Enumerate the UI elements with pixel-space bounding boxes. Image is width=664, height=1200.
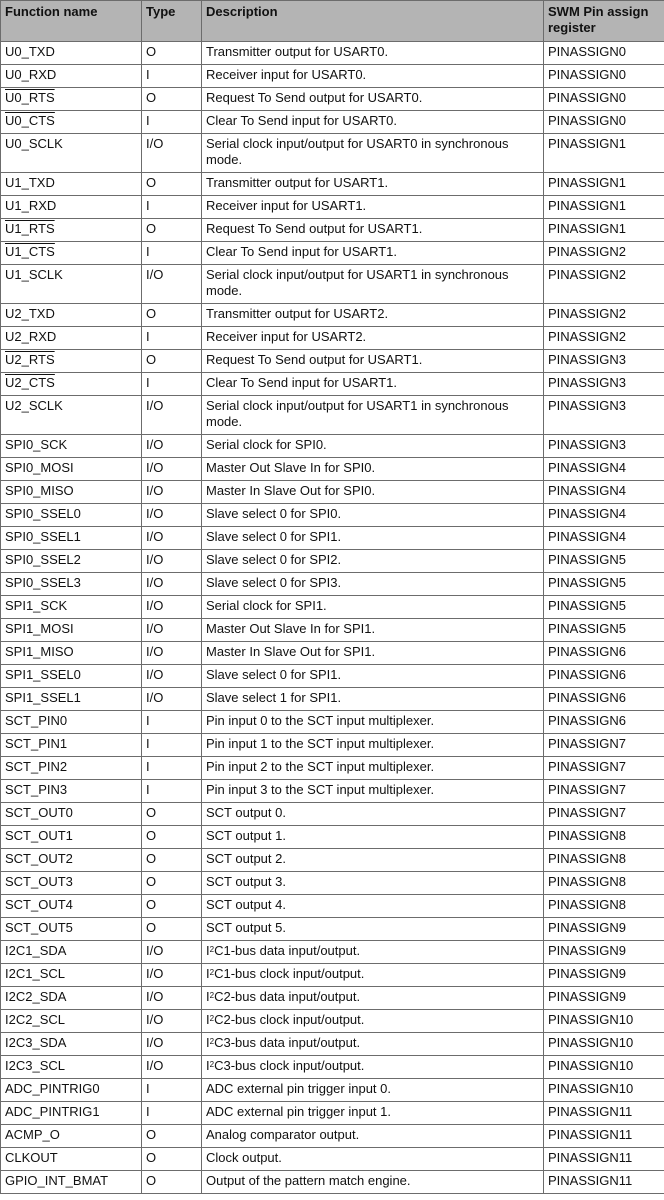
table-row xyxy=(1,550,664,573)
table-row xyxy=(1,826,664,849)
table-row xyxy=(1,304,664,327)
description-prefix: I xyxy=(206,1012,210,1027)
table-row xyxy=(1,373,664,396)
table-row xyxy=(1,1079,664,1102)
function-name-cell: SPI1_SCK xyxy=(1,596,142,619)
function-name-cell: ACMP_O xyxy=(1,1125,142,1148)
register-cell: PINASSIGN5 xyxy=(544,573,664,596)
function-name-cell: I2C3_SDA xyxy=(1,1033,142,1056)
table-row xyxy=(1,642,664,665)
description-cell: Clock output. xyxy=(202,1148,544,1171)
type-cell: O xyxy=(142,350,202,373)
type-cell: I/O xyxy=(142,964,202,987)
register-cell: PINASSIGN5 xyxy=(544,619,664,642)
register-cell: PINASSIGN7 xyxy=(544,757,664,780)
function-name-cell: ADC_PINTRIG1 xyxy=(1,1102,142,1125)
function-name-cell: U0_RTS xyxy=(1,88,142,111)
description-cell: Master In Slave Out for SPI0. xyxy=(202,481,544,504)
type-cell: I xyxy=(142,780,202,803)
register-cell: PINASSIGN10 xyxy=(544,1079,664,1102)
table-row xyxy=(1,111,664,134)
table-row xyxy=(1,1171,664,1194)
register-cell: PINASSIGN9 xyxy=(544,941,664,964)
function-name-cell: I2C3_SCL xyxy=(1,1056,142,1079)
table-row xyxy=(1,42,664,65)
table-row xyxy=(1,88,664,111)
register-cell: PINASSIGN1 xyxy=(544,173,664,196)
register-cell: PINASSIGN0 xyxy=(544,65,664,88)
register-cell: PINASSIGN2 xyxy=(544,265,664,304)
description-cell: SCT output 2. xyxy=(202,849,544,872)
type-cell: I/O xyxy=(142,265,202,304)
register-cell: PINASSIGN7 xyxy=(544,734,664,757)
superscript: 2 xyxy=(209,968,215,977)
register-cell: PINASSIGN6 xyxy=(544,665,664,688)
description-cell xyxy=(202,964,544,987)
description-cell: Transmitter output for USART0. xyxy=(202,42,544,65)
description-cell: Pin input 3 to the SCT input multiplexer. xyxy=(202,780,544,803)
type-cell: O xyxy=(142,826,202,849)
function-name-cell: U2_SCLK xyxy=(1,396,142,435)
register-cell: PINASSIGN3 xyxy=(544,373,664,396)
function-name-cell: SCT_OUT2 xyxy=(1,849,142,872)
description-cell: Request To Send output for USART1. xyxy=(202,219,544,242)
description-cell: Master In Slave Out for SPI1. xyxy=(202,642,544,665)
type-cell: O xyxy=(142,872,202,895)
table-row xyxy=(1,219,664,242)
register-cell: PINASSIGN10 xyxy=(544,1056,664,1079)
type-cell: O xyxy=(142,849,202,872)
table-row xyxy=(1,396,664,435)
description-text: C2-bus clock input/output. xyxy=(214,1012,365,1027)
table-row xyxy=(1,619,664,642)
function-name-cell: SCT_PIN2 xyxy=(1,757,142,780)
table-row xyxy=(1,688,664,711)
table-row xyxy=(1,481,664,504)
description-text: C1-bus clock input/output. xyxy=(214,966,365,981)
function-name-cell: SPI1_MOSI xyxy=(1,619,142,642)
description-cell: Serial clock for SPI1. xyxy=(202,596,544,619)
description-cell: Receiver input for USART1. xyxy=(202,196,544,219)
table-row xyxy=(1,134,664,173)
description-cell xyxy=(202,987,544,1010)
type-cell: I/O xyxy=(142,1056,202,1079)
superscript: 2 xyxy=(209,945,215,954)
table-row xyxy=(1,734,664,757)
type-cell: O xyxy=(142,88,202,111)
description-cell: Slave select 0 for SPI2. xyxy=(202,550,544,573)
table-row xyxy=(1,504,664,527)
function-name-cell: SCT_OUT5 xyxy=(1,918,142,941)
type-cell: I/O xyxy=(142,1033,202,1056)
type-cell: I/O xyxy=(142,987,202,1010)
header-function-name: Function name xyxy=(1,1,142,42)
function-name-cell: U1_TXD xyxy=(1,173,142,196)
table-row xyxy=(1,964,664,987)
type-cell: I/O xyxy=(142,596,202,619)
table-row xyxy=(1,757,664,780)
type-cell: I/O xyxy=(142,396,202,435)
type-cell: I/O xyxy=(142,642,202,665)
function-name-cell: U2_CTS xyxy=(1,373,142,396)
function-name-cell: CLKOUT xyxy=(1,1148,142,1171)
function-name-cell: SPI0_MOSI xyxy=(1,458,142,481)
register-cell: PINASSIGN10 xyxy=(544,1010,664,1033)
function-name-cell: I2C1_SCL xyxy=(1,964,142,987)
description-cell: SCT output 1. xyxy=(202,826,544,849)
description-text: C1-bus data input/output. xyxy=(214,943,361,958)
table-row xyxy=(1,780,664,803)
type-cell: O xyxy=(142,304,202,327)
function-name-cell: SPI0_SSEL1 xyxy=(1,527,142,550)
type-cell: I xyxy=(142,242,202,265)
function-name-cell: ADC_PINTRIG0 xyxy=(1,1079,142,1102)
register-cell: PINASSIGN4 xyxy=(544,504,664,527)
table-row xyxy=(1,173,664,196)
header-register: SWM Pin assign register xyxy=(544,1,664,42)
function-name-cell: I2C1_SDA xyxy=(1,941,142,964)
type-cell: I/O xyxy=(142,688,202,711)
description-cell xyxy=(202,1056,544,1079)
type-cell: I xyxy=(142,111,202,134)
type-cell: O xyxy=(142,803,202,826)
description-cell: Pin input 1 to the SCT input multiplexer. xyxy=(202,734,544,757)
table-row xyxy=(1,711,664,734)
register-cell: PINASSIGN5 xyxy=(544,550,664,573)
register-cell: PINASSIGN8 xyxy=(544,826,664,849)
function-name-cell: SCT_OUT0 xyxy=(1,803,142,826)
description-cell: Receiver input for USART2. xyxy=(202,327,544,350)
table-row xyxy=(1,435,664,458)
description-cell: Transmitter output for USART2. xyxy=(202,304,544,327)
register-cell: PINASSIGN5 xyxy=(544,596,664,619)
table-row xyxy=(1,1102,664,1125)
function-name-cell: SPI0_SSEL0 xyxy=(1,504,142,527)
description-cell: Serial clock input/output for USART0 in synchronous mode. xyxy=(202,134,544,173)
function-name-cell: SPI1_SSEL0 xyxy=(1,665,142,688)
type-cell: I xyxy=(142,757,202,780)
register-cell: PINASSIGN1 xyxy=(544,134,664,173)
function-name-cell: SPI0_SSEL2 xyxy=(1,550,142,573)
description-cell: Slave select 0 for SPI1. xyxy=(202,665,544,688)
function-name-cell: SCT_PIN1 xyxy=(1,734,142,757)
description-cell: Output of the pattern match engine. xyxy=(202,1171,544,1194)
type-cell: I xyxy=(142,1102,202,1125)
type-cell: I/O xyxy=(142,481,202,504)
table-row xyxy=(1,458,664,481)
type-cell: I/O xyxy=(142,573,202,596)
description-cell xyxy=(202,941,544,964)
table-row xyxy=(1,987,664,1010)
type-cell: I/O xyxy=(142,435,202,458)
type-cell: I/O xyxy=(142,619,202,642)
type-cell: I/O xyxy=(142,941,202,964)
description-prefix: I xyxy=(206,1058,210,1073)
description-prefix: I xyxy=(206,989,210,1004)
type-cell: I xyxy=(142,373,202,396)
register-cell: PINASSIGN8 xyxy=(544,849,664,872)
type-cell: I xyxy=(142,1079,202,1102)
function-name-cell: U1_RXD xyxy=(1,196,142,219)
table-row xyxy=(1,573,664,596)
type-cell: O xyxy=(142,1148,202,1171)
description-cell: Master Out Slave In for SPI1. xyxy=(202,619,544,642)
register-cell: PINASSIGN3 xyxy=(544,350,664,373)
register-cell: PINASSIGN0 xyxy=(544,88,664,111)
function-name-cell: U1_RTS xyxy=(1,219,142,242)
table-row xyxy=(1,1148,664,1171)
register-cell: PINASSIGN2 xyxy=(544,327,664,350)
description-cell: SCT output 0. xyxy=(202,803,544,826)
table-row xyxy=(1,1033,664,1056)
table-row xyxy=(1,327,664,350)
type-cell: I xyxy=(142,711,202,734)
function-name-cell: SCT_PIN3 xyxy=(1,780,142,803)
register-cell: PINASSIGN8 xyxy=(544,872,664,895)
description-cell: Serial clock for SPI0. xyxy=(202,435,544,458)
register-cell: PINASSIGN6 xyxy=(544,642,664,665)
table-row xyxy=(1,872,664,895)
table-header-row xyxy=(1,1,664,42)
description-cell: Master Out Slave In for SPI0. xyxy=(202,458,544,481)
table-row xyxy=(1,1056,664,1079)
register-cell: PINASSIGN8 xyxy=(544,895,664,918)
function-name-cell: SCT_OUT4 xyxy=(1,895,142,918)
register-cell: PINASSIGN9 xyxy=(544,964,664,987)
table-row xyxy=(1,350,664,373)
function-name-cell: I2C2_SCL xyxy=(1,1010,142,1033)
register-cell: PINASSIGN11 xyxy=(544,1171,664,1194)
type-cell: O xyxy=(142,918,202,941)
description-cell: SCT output 4. xyxy=(202,895,544,918)
table-row xyxy=(1,895,664,918)
description-prefix: I xyxy=(206,966,210,981)
function-name-cell: SPI0_SCK xyxy=(1,435,142,458)
description-prefix: I xyxy=(206,943,210,958)
description-cell: Slave select 0 for SPI3. xyxy=(202,573,544,596)
type-cell: I/O xyxy=(142,550,202,573)
description-cell: Request To Send output for USART1. xyxy=(202,350,544,373)
description-cell: Slave select 0 for SPI0. xyxy=(202,504,544,527)
type-cell: O xyxy=(142,219,202,242)
register-cell: PINASSIGN11 xyxy=(544,1148,664,1171)
register-cell: PINASSIGN0 xyxy=(544,111,664,134)
register-cell: PINASSIGN11 xyxy=(544,1102,664,1125)
table-row xyxy=(1,265,664,304)
type-cell: I xyxy=(142,65,202,88)
superscript: 2 xyxy=(209,1014,215,1023)
table-row xyxy=(1,918,664,941)
superscript: 2 xyxy=(209,991,215,1000)
description-cell: ADC external pin trigger input 0. xyxy=(202,1079,544,1102)
type-cell: I/O xyxy=(142,527,202,550)
description-cell: Receiver input for USART0. xyxy=(202,65,544,88)
register-cell: PINASSIGN9 xyxy=(544,918,664,941)
register-cell: PINASSIGN11 xyxy=(544,1125,664,1148)
description-cell: Pin input 2 to the SCT input multiplexer. xyxy=(202,757,544,780)
register-cell: PINASSIGN7 xyxy=(544,780,664,803)
table-row xyxy=(1,665,664,688)
function-name-cell: U0_CTS xyxy=(1,111,142,134)
function-name-cell: SCT_OUT3 xyxy=(1,872,142,895)
type-cell: I/O xyxy=(142,458,202,481)
table-row xyxy=(1,941,664,964)
function-name-cell: U0_TXD xyxy=(1,42,142,65)
description-cell xyxy=(202,1033,544,1056)
description-cell: Slave select 1 for SPI1. xyxy=(202,688,544,711)
function-name-cell: SCT_OUT1 xyxy=(1,826,142,849)
type-cell: O xyxy=(142,173,202,196)
register-cell: PINASSIGN9 xyxy=(544,987,664,1010)
type-cell: I xyxy=(142,327,202,350)
register-cell: PINASSIGN2 xyxy=(544,304,664,327)
description-cell: ADC external pin trigger input 1. xyxy=(202,1102,544,1125)
function-name-cell: U0_SCLK xyxy=(1,134,142,173)
type-cell: I/O xyxy=(142,665,202,688)
description-cell: Clear To Send input for USART1. xyxy=(202,373,544,396)
table-row xyxy=(1,596,664,619)
table-row xyxy=(1,803,664,826)
description-text: C2-bus data input/output. xyxy=(214,989,361,1004)
type-cell: I/O xyxy=(142,1010,202,1033)
superscript: 2 xyxy=(209,1037,215,1046)
table-row xyxy=(1,849,664,872)
description-cell: Clear To Send input for USART1. xyxy=(202,242,544,265)
function-name-cell: SPI1_MISO xyxy=(1,642,142,665)
register-cell: PINASSIGN2 xyxy=(544,242,664,265)
type-cell: O xyxy=(142,42,202,65)
function-name-cell: U1_SCLK xyxy=(1,265,142,304)
register-cell: PINASSIGN6 xyxy=(544,711,664,734)
description-cell: Request To Send output for USART0. xyxy=(202,88,544,111)
description-cell: Transmitter output for USART1. xyxy=(202,173,544,196)
type-cell: I xyxy=(142,734,202,757)
type-cell: O xyxy=(142,895,202,918)
description-cell: Slave select 0 for SPI1. xyxy=(202,527,544,550)
register-cell: PINASSIGN1 xyxy=(544,196,664,219)
function-name-cell: U2_RTS xyxy=(1,350,142,373)
description-cell xyxy=(202,1010,544,1033)
description-prefix: I xyxy=(206,1035,210,1050)
register-cell: PINASSIGN6 xyxy=(544,688,664,711)
description-cell: Analog comparator output. xyxy=(202,1125,544,1148)
table-row xyxy=(1,527,664,550)
function-name-cell: SPI1_SSEL1 xyxy=(1,688,142,711)
register-cell: PINASSIGN3 xyxy=(544,396,664,435)
function-name-cell: SPI0_SSEL3 xyxy=(1,573,142,596)
register-cell: PINASSIGN4 xyxy=(544,458,664,481)
function-name-cell: U1_CTS xyxy=(1,242,142,265)
type-cell: O xyxy=(142,1125,202,1148)
register-cell: PINASSIGN10 xyxy=(544,1033,664,1056)
table-row xyxy=(1,1125,664,1148)
function-name-cell: SPI0_MISO xyxy=(1,481,142,504)
description-cell: SCT output 5. xyxy=(202,918,544,941)
description-text: C3-bus data input/output. xyxy=(214,1035,361,1050)
header-type: Type xyxy=(142,1,202,42)
register-cell: PINASSIGN4 xyxy=(544,527,664,550)
function-name-cell: I2C2_SDA xyxy=(1,987,142,1010)
type-cell: O xyxy=(142,1171,202,1194)
table-row xyxy=(1,242,664,265)
type-cell: I/O xyxy=(142,504,202,527)
description-text: C3-bus clock input/output. xyxy=(214,1058,365,1073)
function-name-cell: U2_TXD xyxy=(1,304,142,327)
description-cell: SCT output 3. xyxy=(202,872,544,895)
type-cell: I xyxy=(142,196,202,219)
header-description: Description xyxy=(202,1,544,42)
type-cell: I/O xyxy=(142,134,202,173)
description-cell: Pin input 0 to the SCT input multiplexer. xyxy=(202,711,544,734)
table-row xyxy=(1,65,664,88)
function-name-cell: U2_RXD xyxy=(1,327,142,350)
register-cell: PINASSIGN1 xyxy=(544,219,664,242)
description-cell: Clear To Send input for USART0. xyxy=(202,111,544,134)
description-cell: Serial clock input/output for USART1 in synchronous mode. xyxy=(202,396,544,435)
register-cell: PINASSIGN0 xyxy=(544,42,664,65)
register-cell: PINASSIGN7 xyxy=(544,803,664,826)
table-row xyxy=(1,196,664,219)
register-cell: PINASSIGN4 xyxy=(544,481,664,504)
function-name-cell: SCT_PIN0 xyxy=(1,711,142,734)
function-name-cell: GPIO_INT_BMAT xyxy=(1,1171,142,1194)
superscript: 2 xyxy=(209,1060,215,1069)
register-cell: PINASSIGN3 xyxy=(544,435,664,458)
description-cell: Serial clock input/output for USART1 in synchronous mode. xyxy=(202,265,544,304)
table-body xyxy=(1,42,664,1194)
table-row xyxy=(1,1010,664,1033)
function-name-cell: U0_RXD xyxy=(1,65,142,88)
